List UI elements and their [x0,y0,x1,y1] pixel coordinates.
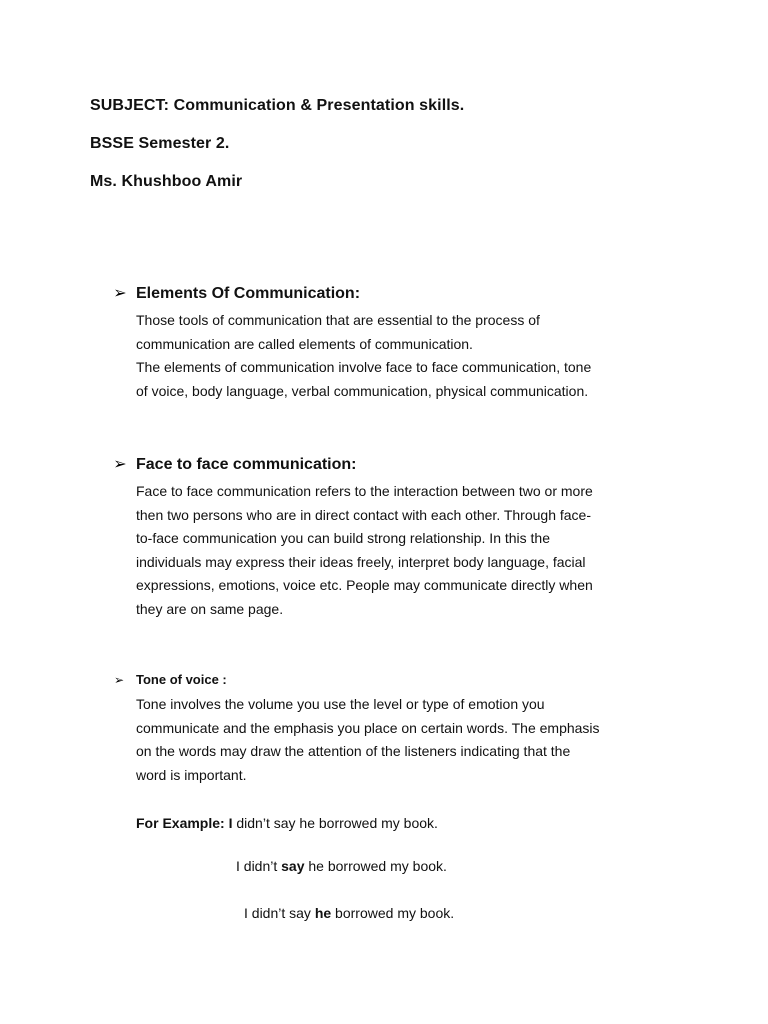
paragraph-line: on the words may draw the attention of the listeners indicating that the [136,743,571,760]
teacher-line: Ms. Khushboo Amir [90,173,243,190]
example-text: I didn’t [236,858,282,874]
heading-text: Elements Of Communication: [136,285,361,302]
paragraph-line: Tone involves the volume you use the level or type of emotion you [136,696,545,712]
example-text: borrowed my book. [331,905,455,921]
arrowhead-bullet-icon: ➢ [113,456,127,473]
paragraph-line: Those tools of communication that are essential to the process of [136,312,540,328]
section-heading-tone-of-voice [112,672,227,687]
emphasis-word: I [228,815,233,831]
arrowhead-bullet-icon: ➢ [113,285,127,302]
arrowhead-bullet-icon: ➢ [113,672,125,687]
paragraph-line: communicate and the emphasis you place on certain words. The emphasis [136,719,600,736]
paragraph-line: Face to face communication refers to the interaction between two or more [136,483,593,499]
example-text: I didn’t say [244,905,315,921]
semester-line: BSSE Semester 2. [90,135,230,152]
heading-text: Face to face communication: [136,456,357,473]
paragraph-line: to-face communication you can build strong relationship. In this the [136,530,551,547]
section-heading-face-to-face [112,456,357,474]
paragraph-line: of voice, body language, verbal communication, physical communication. [136,382,589,399]
subject-line: SUBJECT: Communication & Presentation skills. [90,97,465,114]
paragraph-line: word is important. [136,766,247,783]
paragraph-line: then two persons who are in direct contact with each other. Through face- [136,506,591,523]
section-paragraph-elements [136,309,676,403]
paragraph-line: expressions, emotions, voice etc. People may communicate directly when [136,577,593,594]
section-paragraph-face-to-face [136,480,676,622]
example-label: For Example: [136,815,225,831]
example-text: he borrowed my book. [304,858,447,874]
heading-text: Tone of voice : [136,672,227,687]
paragraph-line: they are on same page. [136,600,284,617]
section-paragraph-tone-of-voice [136,693,676,787]
example-text: didn’t say he borrowed my book. [232,815,438,831]
section-heading-elements [112,285,360,303]
example-line-2 [236,858,447,874]
emphasis-word: he [314,905,332,921]
paragraph-line: The elements of communication involve face to face communication, tone [136,359,592,376]
emphasis-word: say [281,858,305,874]
example-line-3 [244,905,454,921]
paragraph-line: communication are called elements of communication. [136,335,473,352]
paragraph-line: individuals may express their ideas freely, interpret body language, facial [136,553,586,570]
example-line-1 [136,815,438,831]
